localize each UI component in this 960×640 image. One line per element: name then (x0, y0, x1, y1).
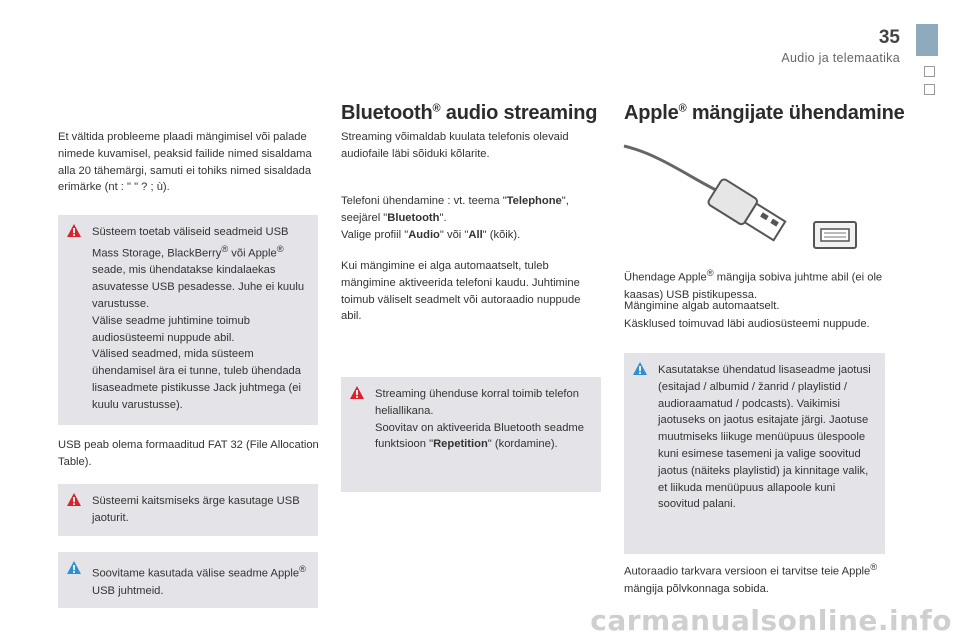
info-categories-text: Kasutatakse ühendatud lisaseadme jaotusi (esitajad / albumid / žanrid / playlistid / audioraamatud / podcasts). Vaikimisi jaotuseks on jaotus esitajate järgi. Jaotuse muutmiseks liikuge menüüpuus ülespoole kuni esimese tasemeni ja valige soovitud jaotus (näiteks playlistid) ja kinnitage valik, et liikuda menüüpuus allapoole kuni soovitud palani. (658, 364, 871, 511)
warning-box-usb-hub (58, 484, 318, 536)
side-box-bottom (924, 84, 935, 95)
side-tab (916, 24, 938, 56)
page-number: 35 (878, 27, 900, 48)
info-apple-cables-text: Soovitame kasutada välise seadme Apple® USB juhtmeid. (92, 564, 306, 597)
col3-paragraph-controls: Käsklused toimuvad läbi audiosüsteemi nuppude. (624, 318, 870, 330)
warning-icon (66, 223, 82, 239)
warning-usb-text-2: Välise seadme juhtimine toimub audiosüsteemi nuppude abil. (92, 314, 250, 344)
watermark: carmanualsonline.info (590, 604, 952, 637)
col2-paragraph-streaming: Streaming võimaldab kuulata telefonis olevaid audiofaile läbi sõiduki kõlarite. (341, 131, 569, 160)
col3-paragraph-connect: Ühendage Apple® mängija sobiva juhtme abil (ei ole kaasas) USB pistikupessa. (624, 268, 883, 301)
apple-heading: Apple® mängijate ühendamine (624, 102, 905, 124)
warning-icon (66, 492, 82, 508)
section-title: Audio ja telemaatika (781, 51, 900, 65)
warning-box-usb-support (58, 215, 318, 425)
warning-box-streaming (341, 377, 601, 492)
usb-cable-icon (618, 132, 858, 250)
col2-paragraph-autostart: Kui mängimine ei alga automaatselt, tuleb mängimine aktiveerida telefoni kaudu. Juhtimine toimub väliselt seadmelt või autoraadio nuppude abil. (341, 260, 581, 323)
col2-paragraph-connect: Telefoni ühendamine : vt. teema "Telephone", seejärel "Bluetooth". Valige profiil "Audio" või "All" (kõik). (341, 195, 569, 241)
warning-usb-text-3: Välised seadmed, mida süsteem ühendamisel ära ei tunne, tuleb ühendada lisaseadmete pistikusse Jack juhtmega (ei kuulu varustusse). (92, 348, 301, 411)
side-box-top (924, 66, 935, 77)
warning-usb-text-1: Süsteem toetab väliseid seadmeid USB Mass Storage, BlackBerry® või Apple® seade, mis ühendatakse kindalaekas asuvatesse USB pesadesse. Juhe ei kuulu varustusse. (92, 226, 305, 310)
info-box-categories (624, 353, 885, 554)
info-icon (632, 361, 648, 377)
bluetooth-heading: Bluetooth® audio streaming (341, 102, 598, 124)
col1-paragraph-fat32: USB peab olema formaaditud FAT 32 (File Allocation Table). (58, 439, 319, 468)
col1-paragraph-filenames: Et vältida probleeme plaadi mängimisel või palade nimede kuvamisel, peaksid failide nimed sisaldama alla 20 tähemärgi, samuti ei tohiks nimed sisaldada erimärke (nt : " " ? ; ù). (58, 131, 312, 194)
info-icon (66, 560, 82, 576)
warning-streaming-text-2: Soovitav on aktiveerida Bluetooth seadme funktsioon "Repetition" (kordamine). (375, 421, 584, 451)
warning-icon (349, 385, 365, 401)
col3-paragraph-autoplay: Mängimine algab automaatselt. (624, 300, 780, 312)
info-box-apple-cables (58, 552, 318, 608)
warning-usb-hub-text: Süsteemi kaitsmiseks ärge kasutage USB jaoturit. (92, 495, 300, 524)
warning-streaming-text-1: Streaming ühenduse korral toimib telefon heliallikana. (375, 388, 579, 417)
col3-paragraph-software: Autoraadio tarkvara versioon ei tarvitse teie Apple® mängija põlvkonnaga sobida. (624, 562, 878, 595)
